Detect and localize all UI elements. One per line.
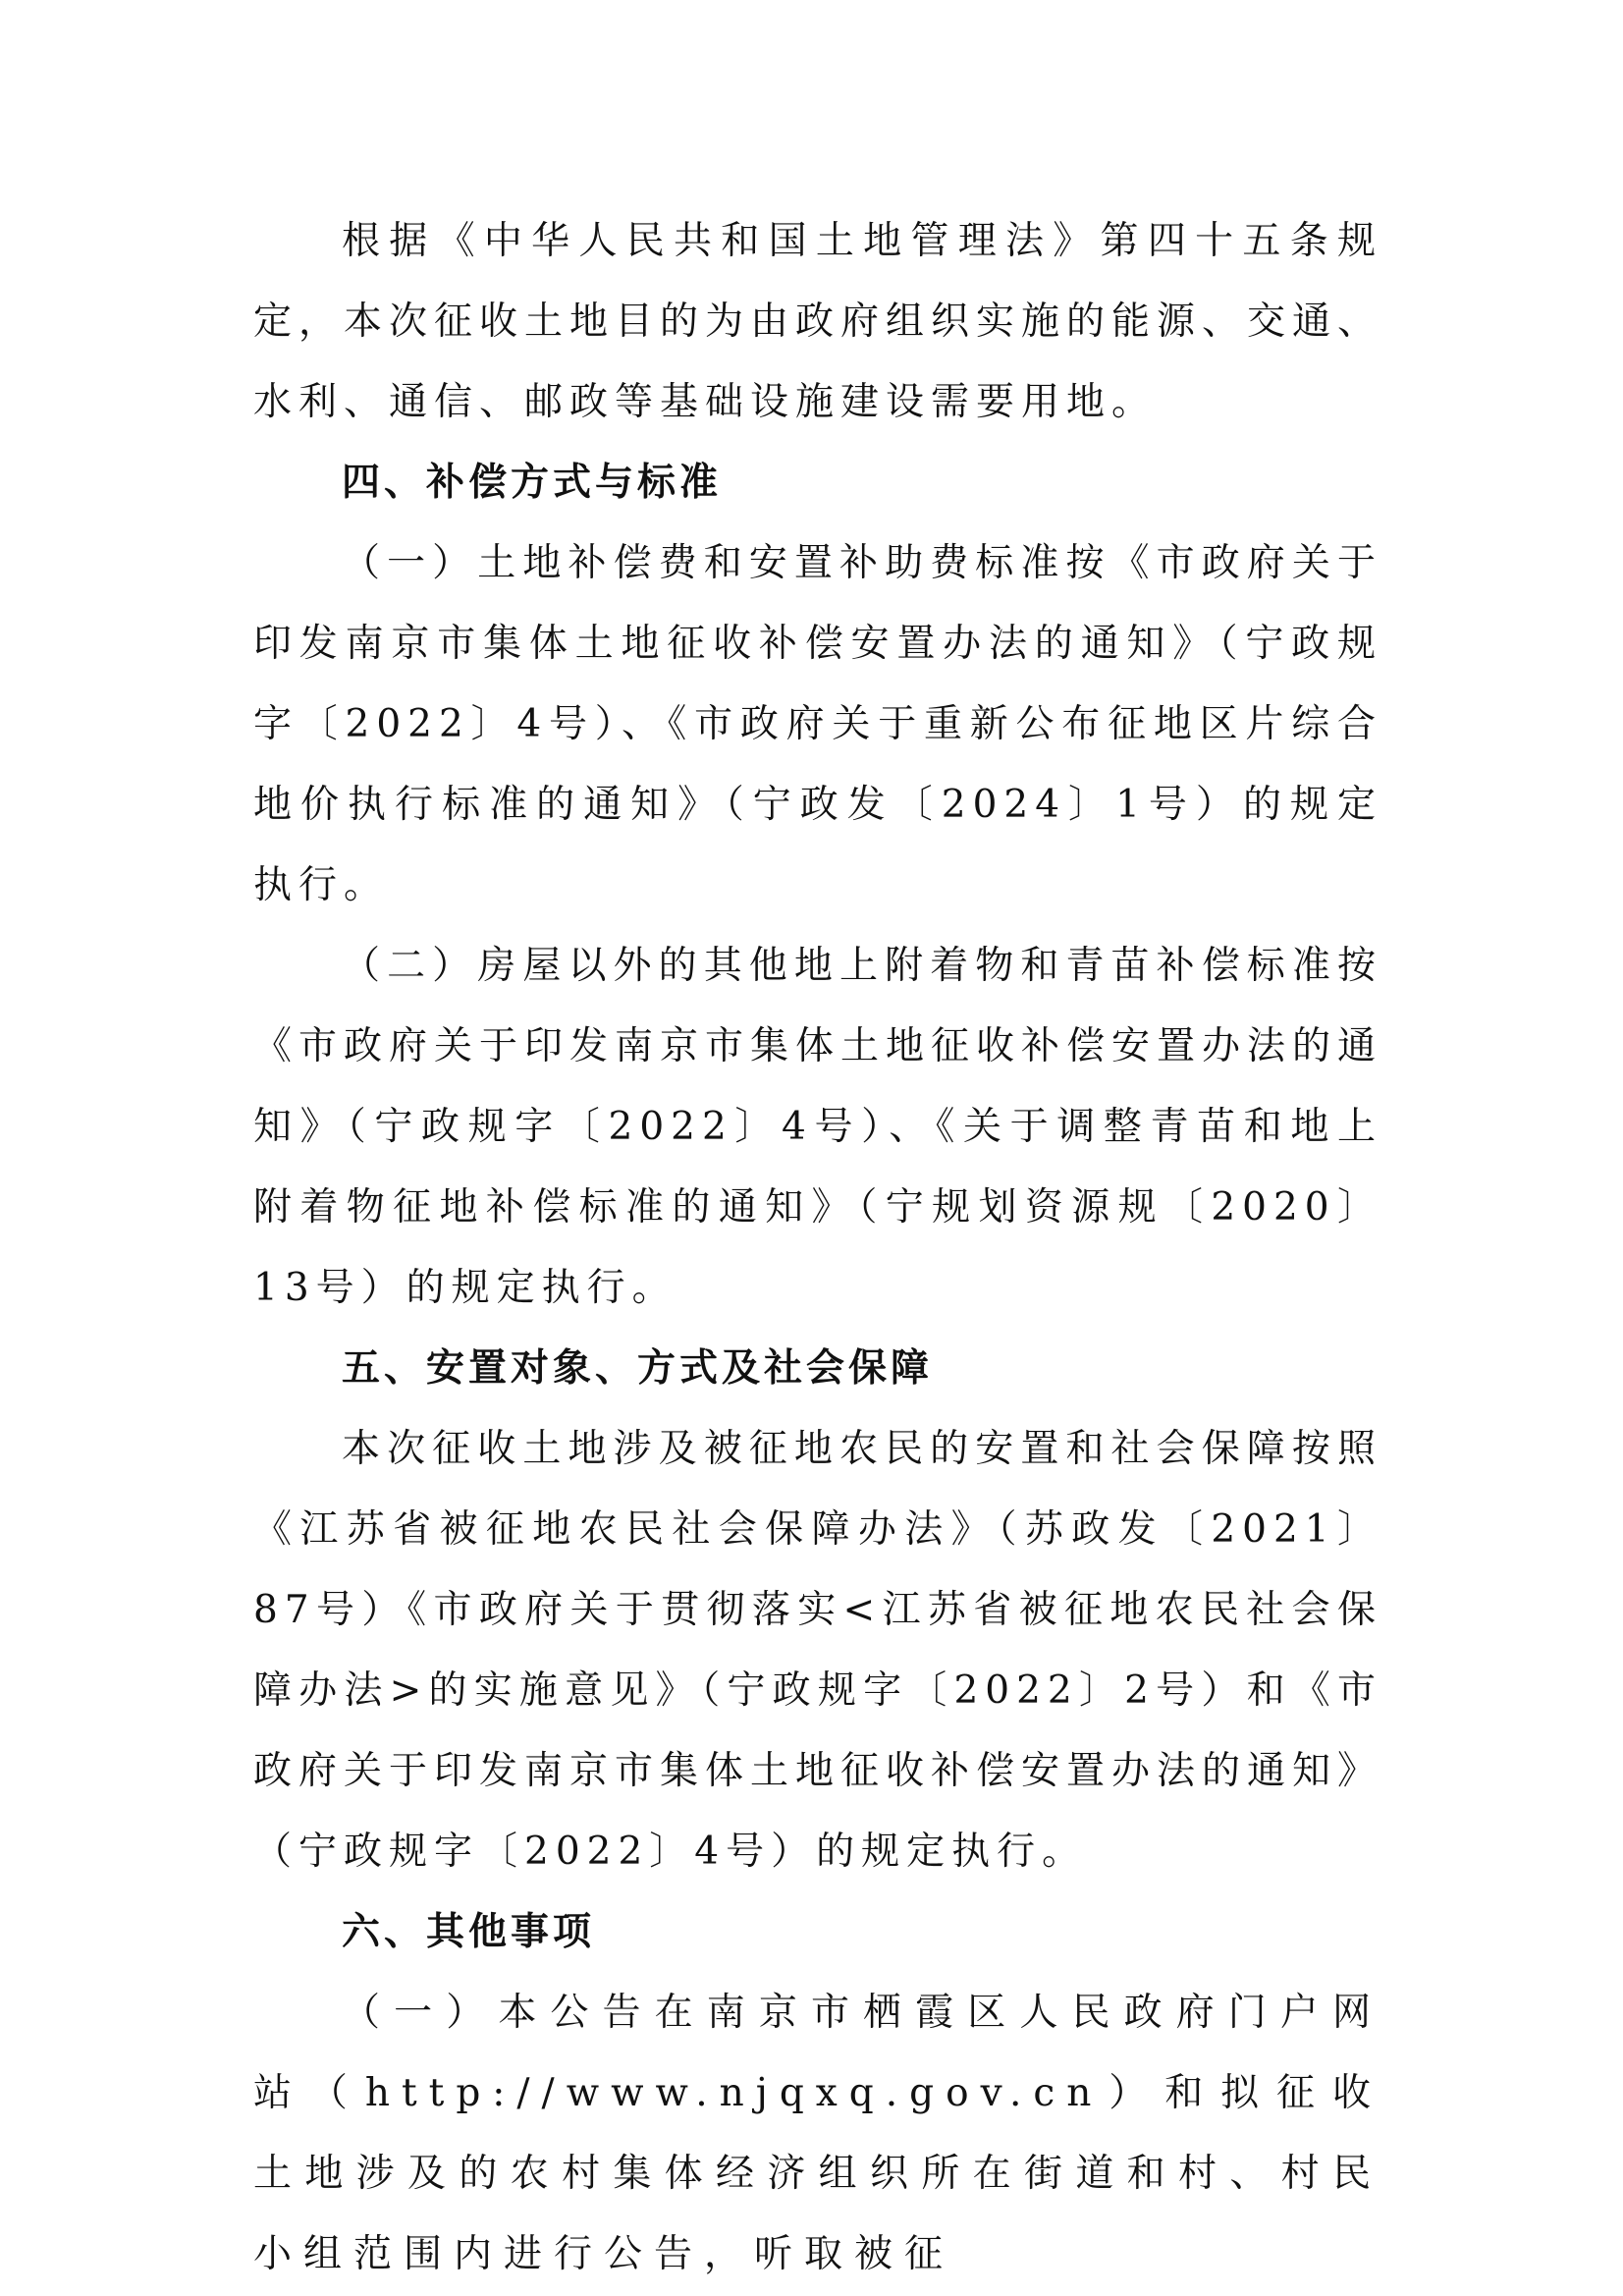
paragraph-attachment-compensation-standard: （二）房屋以外的其他地上附着物和青苗补偿标准按《市政府关于印发南京市集体土地征收补偿安置办法的通知》（宁政规字〔2022〕4号）、《关于调整青苗和地上附着物征地补偿标准的通知》（宁规划资源规〔2020〕13号）的规定执行。 [253,944,1383,1310]
section-heading-other-matters: 六、其他事项 [342,1910,596,1954]
paragraph-land-purpose: 根据《中华人民共和国土地管理法》第四十五条规定，本次征收土地目的为由政府组织实施的能源、交通、水利、通信、邮政等基础设施建设需要用地。 [253,219,1383,424]
section-heading-compensation: 四、补偿方式与标准 [342,461,723,505]
paragraph-land-compensation-standard: （一）土地补偿费和安置补助费标准按《市政府关于印发南京市集体土地征收补偿安置办法的通知》（宁政规字〔2022〕4号）、《市政府关于重新公布征地区片综合地价执行标准的通知》（宁政发〔2024〕1号）的规定执行。 [253,541,1382,907]
section-heading-resettlement: 五、安置对象、方式及社会保障 [342,1346,934,1391]
paragraph-announcement: （一）本公告在南京市栖霞区人民政府门户网站（http://www.njqxq.gov.cn）和拟征收土地涉及的农村集体经济组织所在街道和村、村民小组范围内进行公告，听取被征 [253,1991,1382,2276]
document-page [253,201,1382,2295]
paragraph-social-security: 本次征收土地涉及被征地农民的安置和社会保障按照《江苏省被征地农民社会保障办法》（苏政发〔2021〕87号）《市政府关于贯彻落实<江苏省被征地农民社会保障办法>的实施意见》（宁政规字〔2022〕2号）和《市政府关于印发南京市集体土地征收补偿安置办法的通知》（宁政规字〔2022〕4号）的规定执行。 [253,1427,1383,1874]
